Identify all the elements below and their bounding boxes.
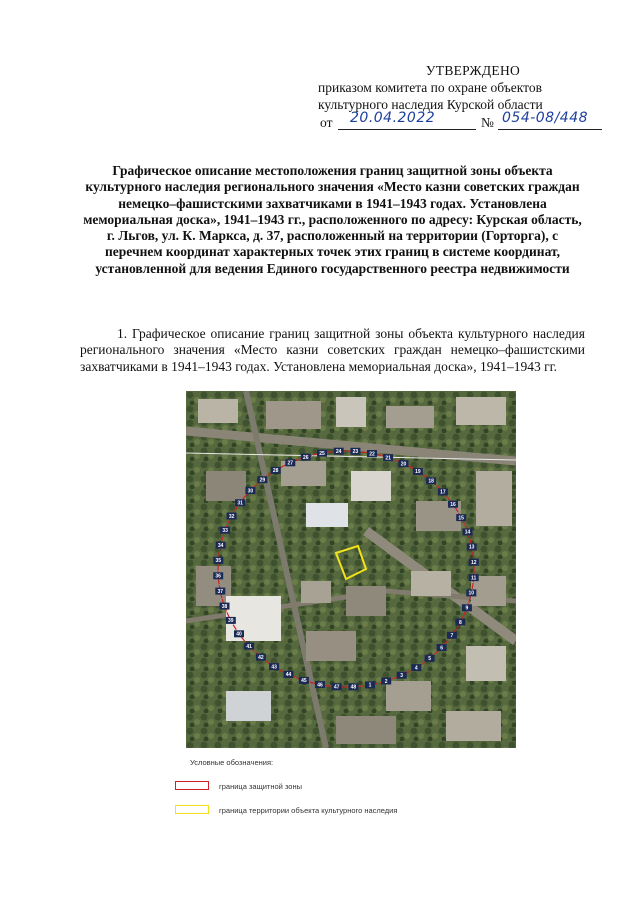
- boundary-point-number: 18: [428, 478, 434, 485]
- boundary-point-number: 45: [301, 678, 307, 685]
- boundary-point-number: 16: [450, 502, 456, 508]
- boundary-point-number: 41: [246, 643, 252, 650]
- number-prefix: №: [481, 115, 494, 130]
- boundary-point-label: [455, 619, 465, 626]
- boundary-point-label: [284, 671, 294, 678]
- boundary-point-label: [350, 448, 360, 455]
- boundary-point-number: 32: [228, 513, 235, 520]
- boundary-point-number: 17: [440, 489, 446, 496]
- boundary-point-number: 8: [459, 619, 462, 626]
- legend-label-object: граница территории объекта культурного наследия: [219, 806, 398, 815]
- approval-block: [318, 62, 608, 133]
- boundary-point-label: [399, 460, 409, 467]
- boundary-point-number: 2: [384, 678, 388, 685]
- boundary-point-label: [381, 678, 391, 685]
- number-underline: [498, 129, 602, 130]
- boundary-point-label: [438, 488, 448, 495]
- boundary-point-number: 38: [221, 603, 228, 610]
- legend-swatch-object: [175, 805, 209, 814]
- boundary-point-label: [437, 644, 447, 651]
- boundary-point-label: [216, 542, 226, 549]
- boundary-point-number: 12: [471, 560, 477, 566]
- boundary-point-label: [213, 557, 223, 564]
- boundary-point-number: 23: [352, 449, 359, 456]
- boundary-point-number: 4: [414, 665, 418, 672]
- boundary-point-number: 30: [247, 488, 254, 495]
- boundary-point-label: [332, 683, 342, 690]
- boundary-point-number: 44: [285, 672, 292, 679]
- boundary-point-number: 47: [333, 684, 340, 691]
- boundary-point-number: 31: [237, 500, 243, 507]
- boundary-point-number: 34: [217, 542, 224, 549]
- boundary-point-number: 26: [303, 454, 309, 461]
- boundary-point-label: [348, 683, 358, 690]
- boundary-point-label: [245, 487, 255, 494]
- boundary-point-label: [466, 589, 476, 596]
- boundary-point-number: 1: [368, 682, 372, 689]
- boundary-point-label: [301, 454, 311, 461]
- boundary-point-label: [448, 501, 458, 508]
- boundary-point-label: [469, 559, 479, 566]
- boundary-point-number: 6: [440, 645, 443, 652]
- boundary-point-label: [317, 450, 327, 457]
- approval-sign-row: [318, 110, 608, 133]
- boundary-point-number: 11: [471, 575, 477, 582]
- boundary-point-number: 7: [450, 633, 454, 640]
- boundary-point-label: [467, 543, 477, 550]
- boundary-point-label: [367, 450, 377, 457]
- boundary-point-label: [397, 672, 407, 679]
- boundary-point-number: 3: [400, 673, 404, 679]
- boundary-point-label: [469, 574, 479, 581]
- boundary-point-label: [462, 604, 472, 611]
- boundary-point-number: 20: [400, 461, 407, 468]
- legend-label-zone: граница защитной зоны: [219, 782, 303, 791]
- boundary-point-number: 15: [458, 515, 464, 522]
- boundary-point-number: 25: [319, 450, 325, 457]
- boundary-point-number: 40: [236, 631, 242, 638]
- boundary-point-label: [215, 588, 225, 595]
- boundary-point-label: [426, 477, 436, 484]
- boundary-point-label: [285, 459, 295, 466]
- paragraph-1: 1. Графическое описание границ защитной зоны объекта культурного наследия регионального значения «Место казни советских граждан немецко–фашистскими захватчиками в 1941–1943 годах. Установлена мемориальная доска», 1941–1943 гг.: [80, 326, 585, 374]
- approval-heading: УТВЕРЖДЕНО: [425, 63, 521, 78]
- boundary-point-number: 14: [464, 529, 471, 536]
- boundary-point-number: 33: [222, 528, 228, 534]
- boundary-point-number: 28: [272, 468, 279, 475]
- boundary-point-label: [227, 513, 237, 520]
- boundary-point-number: 5: [428, 656, 431, 663]
- boundary-point-number: 22: [369, 451, 375, 458]
- number-value: 054-08/448: [502, 110, 589, 126]
- boundary-point-number: 36: [215, 573, 221, 580]
- boundary-point-label: [257, 476, 267, 483]
- boundary-point-label: [447, 632, 457, 639]
- boundary-point-number: 27: [287, 460, 294, 467]
- boundary-point-label: [315, 681, 325, 688]
- boundary-point-label: [425, 655, 435, 662]
- approval-line-1: приказом комитета по охране объектов: [318, 80, 542, 95]
- aerial-map: [186, 391, 516, 748]
- boundary-point-label: [271, 467, 281, 474]
- boundary-point-number: 13: [468, 544, 475, 551]
- boundary-point-number: 43: [271, 664, 277, 671]
- boundary-point-number: 42: [258, 654, 264, 661]
- boundary-point-number: 48: [350, 684, 357, 691]
- date-underline: [338, 129, 476, 130]
- boundary-point-number: 46: [317, 682, 323, 689]
- boundary-point-label: [334, 448, 344, 455]
- boundary-point-label: [226, 617, 236, 624]
- boundary-point-number: 24: [335, 449, 342, 455]
- boundary-point-label: [299, 677, 309, 684]
- boundary-point-label: [365, 681, 375, 688]
- boundary-point-label: [383, 454, 393, 461]
- boundary-point-label: [463, 528, 473, 535]
- boundary-point-label: [244, 643, 254, 650]
- boundary-point-number: 35: [215, 558, 222, 565]
- date-prefix: от: [320, 115, 333, 130]
- approval-line-2: культурного наследия Курской области: [318, 97, 543, 112]
- boundary-point-number: 19: [415, 469, 421, 476]
- boundary-point-label: [411, 664, 421, 671]
- boundary-point-label: [213, 572, 223, 579]
- legend-title: Условные обозначения:: [190, 758, 274, 767]
- boundary-point-number: 21: [385, 455, 391, 462]
- boundary-point-label: [235, 499, 245, 506]
- boundary-point-number: 39: [228, 618, 234, 625]
- boundary-point-number: 37: [217, 588, 224, 595]
- map-svg: [186, 391, 516, 748]
- boundary-point-number: 29: [259, 477, 266, 484]
- boundary-point-label: [256, 654, 266, 661]
- date-value: 20.04.2022: [350, 110, 436, 126]
- legend-swatch-zone: [175, 781, 209, 790]
- document-title: Графическое описание местоположения границ защитной зоны объекта культурного наследия регионального значения «Место казни советских граждан немецко–фашистскими захватчиками в 1941–1943 годах. Установлена мемориальная доска», 1941–1943 гг., расположенного по адресу: Курская область, г. Льгов, ул. К. Маркса, д. 37, расположенный на территории (Горторга), с перечнем координат характерных точек этих границ в системе координат, установленной для ведения Единого государственного реестра недвижимости: [83, 163, 582, 276]
- boundary-point-label: [413, 468, 423, 475]
- boundary-point-label: [234, 630, 244, 637]
- boundary-point-number: 9: [465, 605, 469, 612]
- boundary-point-label: [269, 663, 279, 670]
- boundary-point-number: 10: [468, 590, 475, 597]
- boundary-point-label: [456, 514, 466, 521]
- boundary-point-label: [220, 603, 230, 610]
- boundary-point-label: [220, 527, 230, 534]
